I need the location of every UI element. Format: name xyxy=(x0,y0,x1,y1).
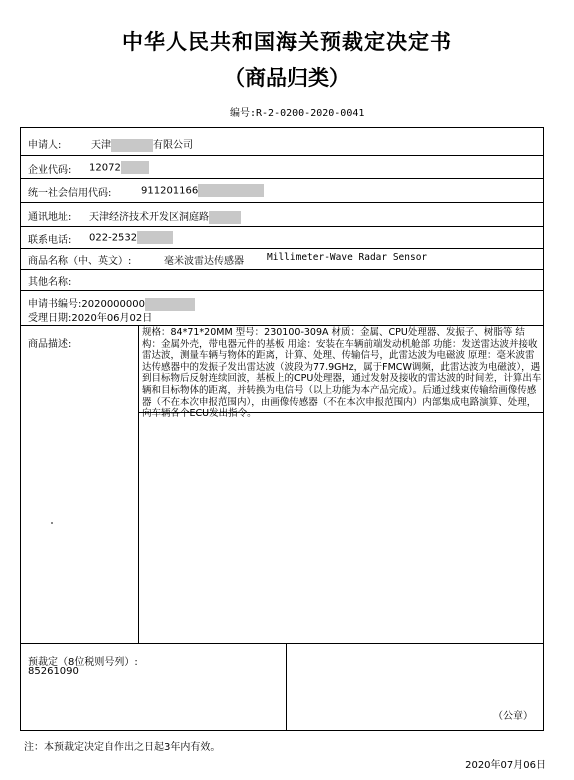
document-title: 中华人民共和国海关预裁定决定书 xyxy=(122,30,452,54)
row-applicant xyxy=(21,128,543,156)
goods-name-label: 商品名称（中、英文）: xyxy=(28,256,132,267)
other-name-label: 其他名称: xyxy=(28,277,72,288)
description-label: 商品描述: xyxy=(28,339,72,350)
seal-label: （公章） xyxy=(493,711,533,722)
enterprise-code-value: 12072 xyxy=(89,161,149,174)
redaction xyxy=(209,211,241,224)
document-number: 编号:R-2-0200-2020-0041 xyxy=(230,108,365,119)
validity-note: 注：本预裁定决定自作出之日起3年内有效。 xyxy=(24,742,221,753)
redaction xyxy=(198,184,264,197)
ruling-value: 85261090 xyxy=(28,666,79,677)
phone-value: 022-2532 xyxy=(89,231,173,244)
row-phone xyxy=(21,226,543,249)
ruling-area xyxy=(21,643,543,644)
row-other-name xyxy=(21,269,543,291)
phone-label: 联系电话: xyxy=(28,235,72,246)
ruling-divider xyxy=(286,643,287,730)
row-goods-name xyxy=(21,248,543,270)
redaction xyxy=(111,139,153,152)
redaction xyxy=(121,161,149,174)
description-label-cell xyxy=(21,325,138,643)
goods-name-en: Millimeter-Wave Radar Sensor xyxy=(267,252,428,263)
ruling-form xyxy=(20,127,544,731)
redaction xyxy=(145,298,195,311)
application-no: 申请书编号:2020000000 xyxy=(28,295,195,311)
description-text: 规格：84*71*20MM 型号：230100-309A 材质：金属、CPU处理器、发振子、树脂等 结构：金属外壳，带电器元件的基板 用途：安装在车辆前端发动机舱部 功能：发送雷达波并接收雷达波，测量车辆与物体的距离，计算、处理、传输信号，此雷达波为电磁波 原理：毫米波雷达传感器中的发振子发出雷达波（波段为77.9GHz，属于FMCW调频，此雷达波为电磁波），遇到目标物后反射连续回波，基板上的CPU处理器，通过发射及接收的雷达波的时间差，计算出车辆和目标物体的距离，并转换为电信号（以上功能为本产品完成）。后通过线束传输给画像传感器（不在本次申报范围内），由画像传感器（不在本次申报范围内）内部集成电路演算、处理，向车辆各个ECU发出指令。 xyxy=(142,327,542,420)
credit-code-value: 911201166 xyxy=(141,184,264,197)
goods-name-cn: 毫米波雷达传感器 xyxy=(164,256,244,267)
row-credit-code xyxy=(21,178,543,203)
credit-code-label: 统一社会信用代码: xyxy=(28,188,112,199)
applicant-label: 申请人: xyxy=(28,140,62,151)
enterprise-code-label: 企业代码: xyxy=(28,165,72,176)
ruling-label: 预裁定（8位税则号列）: xyxy=(28,657,138,668)
decision-date: 2020年07月06日 xyxy=(465,760,546,771)
applicant-value: 天津 有限公司 xyxy=(91,140,193,151)
address-label: 通讯地址: xyxy=(28,212,72,223)
redaction xyxy=(137,231,173,244)
row-enterprise-code xyxy=(21,155,543,179)
scan-speck xyxy=(51,522,53,524)
row-address xyxy=(21,202,543,227)
address-value: 天津经济技术开发区洞庭路 xyxy=(89,208,241,224)
row-application xyxy=(21,290,543,325)
description-cell xyxy=(138,325,543,643)
description-text-box xyxy=(139,326,543,420)
document-subtitle: （商品归类） xyxy=(224,66,350,90)
accept-date: 受理日期:2020年06月02日 xyxy=(28,313,153,324)
